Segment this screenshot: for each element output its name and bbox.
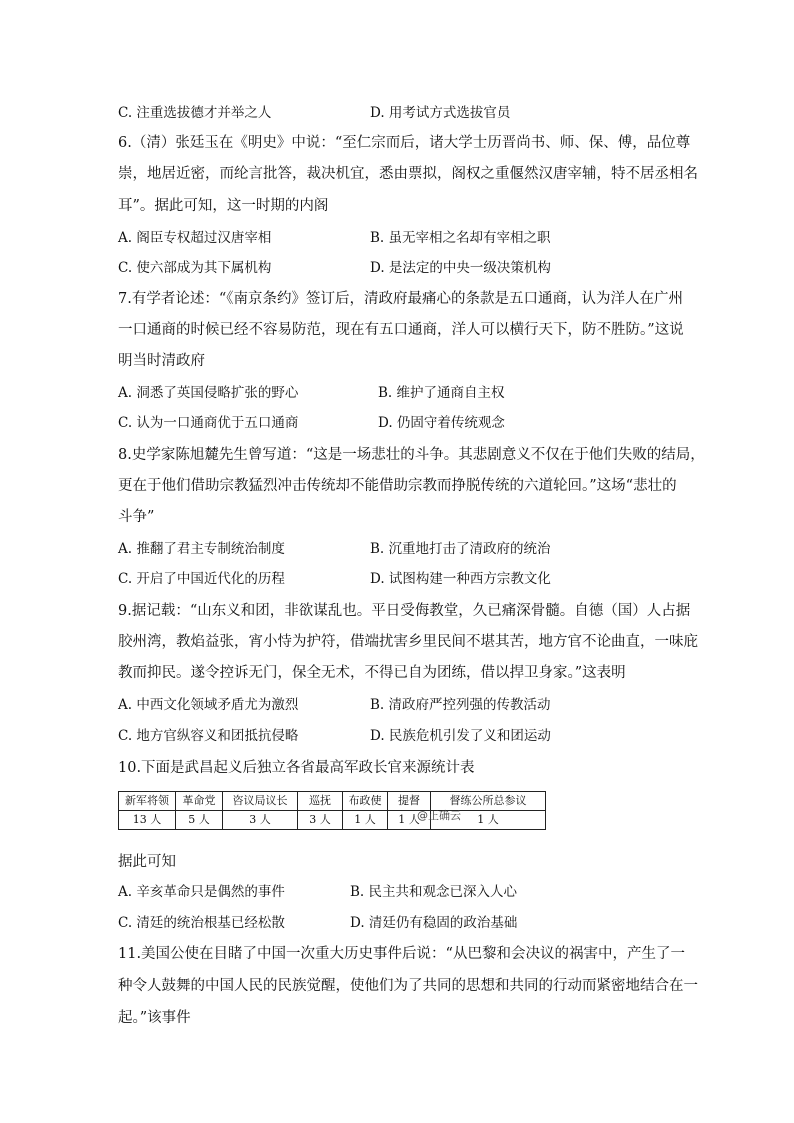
header-cell: 咨议局议长 [223,792,298,811]
q11-stem-line-1: 11.美国公使在目睹了中国一次重大历史事件后说：“从巴黎和会决议的祸害中，产生了一 [118,946,685,962]
q8-option-d: D. 试图构建一种西方宗教文化 [370,571,551,587]
header-cell: 巡抚 [298,792,343,811]
value-cell: 3 人 [223,811,298,830]
q10-statistics-table [118,791,546,830]
q7-stem-line-3: 明当时清政府 [118,353,205,369]
q7-option-d: D. 仍固守着传统观念 [378,415,505,431]
q6-stem-line-3: 耳”。据此可知，这一时期的内阁 [118,198,329,214]
table-row [119,811,546,830]
q8-stem-line-3: 斗争” [118,509,155,525]
header-cell: 新军将领 [119,792,176,811]
q10-option-b: B. 民主共和观念已深入人心 [350,884,518,900]
table-header-row [119,792,546,811]
value-cell: 5 人 [176,811,223,830]
q6-stem-line-2: 崇，地居近密，而纶言批答，裁决机宜，悉由票拟，阁权之重偃然汉唐宰辅，特不居丞相名 [118,166,698,182]
q9-stem-line-3: 教而抑民。遂令控诉无门，保全无术，不得已自为团练，借以捍卫身家。”这表明 [118,665,626,681]
watermark: @正确云 [417,809,461,822]
value-cell: 1 人 [431,811,546,830]
q9-option-c: C. 地方官纵容义和团抵抗侵略 [118,728,299,744]
q6-option-c: C. 使六部成为其下属机构 [118,260,272,276]
q10-after-text: 据此可知 [118,854,176,870]
header-cell: 布政使 [343,792,388,811]
q9-stem-line-2: 胶州湾，教焰益张，宵小恃为护符，借端扰害乡里民间不堪其苦，地方官不论曲直，一味庇 [118,634,698,650]
q8-option-b: B. 沉重地打击了清政府的统治 [370,541,551,557]
q6-option-a: A. 阁臣专权超过汉唐宰相 [118,230,272,246]
q9-option-d: D. 民族危机引发了义和团运动 [370,728,551,744]
q7-option-c: C. 认为一口通商优于五口通商 [118,415,299,431]
q9-stem-line-1: 9.据记载：“山东义和团，非欲谋乱也。平日受侮教堂，久已痛深骨髓。自德（国）人占据 [118,603,691,619]
q9-option-a: A. 中西文化领域矛盾尤为激烈 [118,697,299,713]
q8-stem-line-1: 8.史学家陈旭麓先生曾写道：“这是一场悲壮的斗争。其悲剧意义不仅在于他们失败的结局， [118,447,705,463]
q11-stem-line-3: 起。”该事件 [118,1010,191,1026]
q7-stem-line-1: 7.有学者论述：“《南京条约》签订后，清政府最痛心的条款是五口通商，认为洋人在广州 [118,291,683,307]
q10-option-d: D. 清廷仍有稳固的政治基础 [350,915,518,931]
q6-option-b: B. 虽无宰相之名却有宰相之职 [370,230,551,246]
value-cell: 1 人 [388,811,431,830]
header-cell: 革命党 [176,792,223,811]
value-cell: 3 人 [298,811,343,830]
q7-stem-line-2: 一口通商的时候已经不容易防范，现在有五口通商，洋人可以横行天下，防不胜防。”这说 [118,322,684,338]
q6-stem-line-1: 6.（清）张廷玉在《明史》中说：“至仁宗而后，诸大学士历晋尚书、师、保、傅，品位尊 [118,135,691,151]
q8-option-a: A. 推翻了君主专制统治制度 [118,541,285,557]
q8-stem-line-2: 更在于他们借助宗教猛烈冲击传统却不能借助宗教而挣脱传统的六道轮回。”这场“悲壮的 [118,478,677,494]
q10-option-a: A. 辛亥革命只是偶然的事件 [118,884,285,900]
q10-title: 10.下面是武昌起义后独立各省最高军政长官来源统计表 [118,760,475,776]
value-cell: 1 人 [343,811,388,830]
q10-option-c: C. 清廷的统治根基已经松散 [118,915,285,931]
q5-option-d: D. 用考试方式选拔官员 [370,105,511,121]
q6-option-d: D. 是法定的中央一级决策机构 [370,260,551,276]
q5-option-c: C. 注重选拔德才并举之人 [118,105,272,121]
q11-stem-line-2: 种令人鼓舞的中国人民的民族觉醒，使他们为了共同的思想和共同的行动而紧密地结合在一 [118,978,698,994]
q7-option-a: A. 洞悉了英国侵略扩张的野心 [118,385,299,401]
value-cell: 13 人 [119,811,176,830]
q8-option-c: C. 开启了中国近代化的历程 [118,571,285,587]
header-cell: 提督 [388,792,431,811]
q9-option-b: B. 清政府严控列强的传教活动 [370,697,551,713]
header-cell: 督练公所总参议 [431,792,546,811]
q7-option-b: B. 维护了通商自主权 [378,385,505,401]
